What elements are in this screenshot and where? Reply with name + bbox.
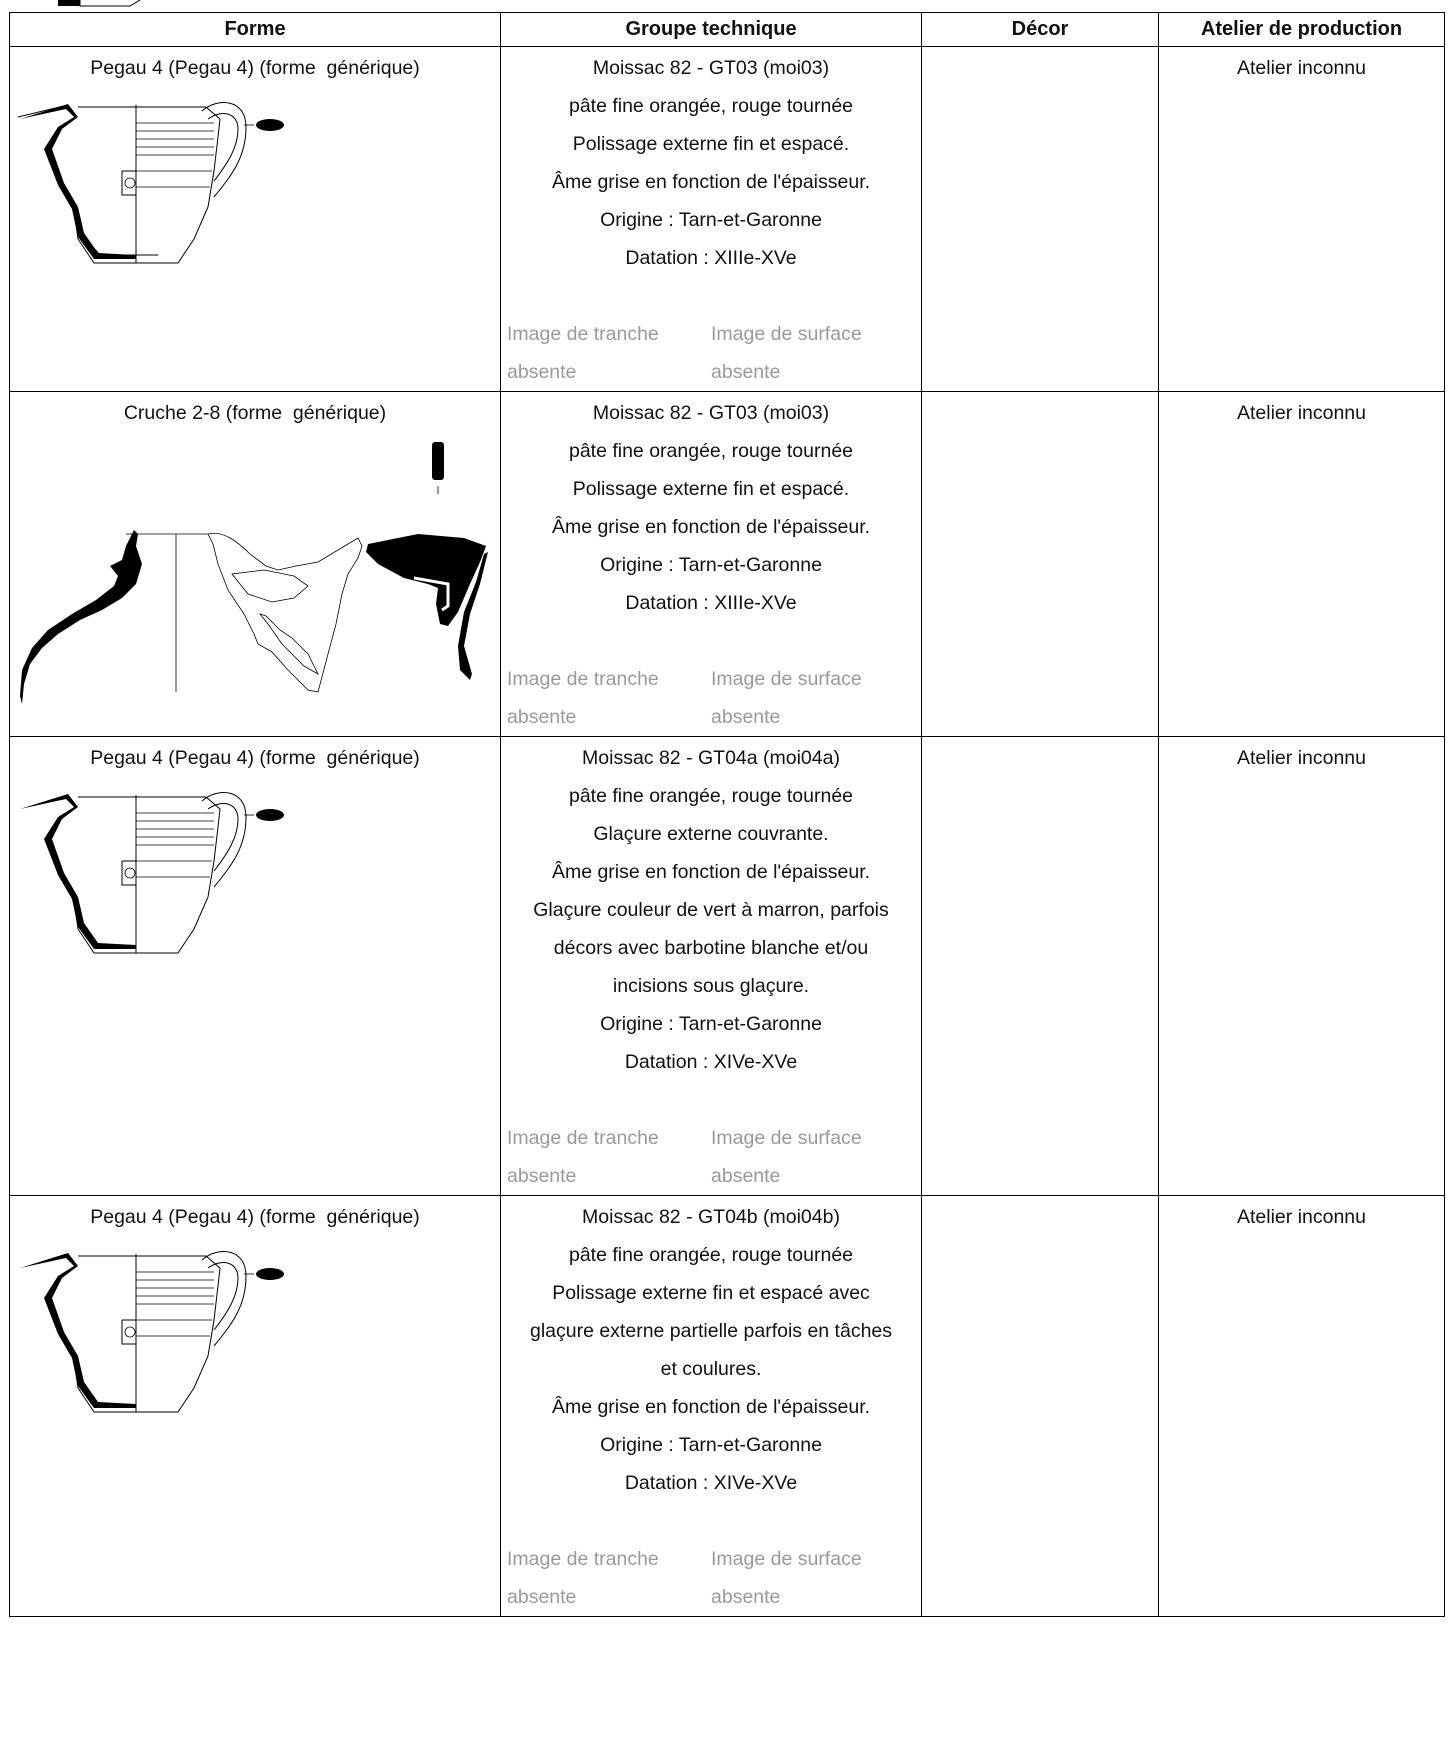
groupe-line: pâte fine orangée, rouge tournée (568, 1244, 854, 1266)
groupe-line: Origine : Tarn-et-Garonne (600, 554, 822, 576)
groupe-line: Datation : XIIIe-XVe (625, 247, 797, 269)
image-surface-absente: Image de surface absente (711, 323, 862, 383)
groupe-line: pâte fine orangée, rouge tournée (568, 440, 854, 462)
image-tranche-absente: Image de tranche absente (507, 1127, 659, 1187)
table-row (10, 1196, 1445, 1617)
header-groupe-technique: Groupe technique (501, 13, 922, 47)
groupe-technique-cell (501, 392, 922, 737)
header-atelier: Atelier de production (1159, 13, 1445, 47)
atelier-cell (1159, 392, 1445, 737)
atelier-label: Atelier inconnu (1237, 402, 1366, 424)
image-tranche-absente: Image de tranche absente (507, 323, 659, 383)
table-row (10, 737, 1445, 1196)
previous-drawing-fragment-icon (30, 0, 140, 8)
groupe-line: Moissac 82 - GT04a (moi04a) (582, 747, 840, 769)
groupe-line: Origine : Tarn-et-Garonne (600, 1434, 822, 1456)
groupe-line: Âme grise en fonction de l'épaisseur. (551, 1396, 871, 1418)
atelier-label: Atelier inconnu (1237, 747, 1366, 769)
forme-cell (10, 1196, 501, 1617)
image-surface-absente: Image de surface absente (711, 668, 862, 728)
groupe-line: Polissage externe fin et espacé. (572, 133, 850, 155)
groupe-line: Moissac 82 - GT03 (moi03) (592, 402, 830, 424)
groupe-line: incisions sous glaçure. (612, 975, 810, 997)
pegau-jug-profile-drawing-icon (18, 1236, 318, 1426)
decor-cell (922, 1196, 1159, 1617)
image-surface-absente: Image de surface absente (711, 1127, 862, 1187)
groupe-line: Origine : Tarn-et-Garonne (600, 1013, 822, 1035)
atelier-label: Atelier inconnu (1237, 1206, 1366, 1228)
header-forme: Forme (10, 13, 501, 47)
groupe-technique-cell (501, 47, 922, 392)
groupe-line: et coulures. (660, 1358, 762, 1380)
cruche-profile-drawing-icon (18, 434, 558, 722)
groupe-line: décors avec barbotine blanche et/ou (553, 937, 869, 959)
decor-cell (922, 737, 1159, 1196)
groupe-line: Datation : XIVe-XVe (624, 1051, 798, 1073)
image-tranche-absente: Image de tranche absente (507, 668, 659, 728)
decor-cell (922, 392, 1159, 737)
forme-label: Pegau 4 (Pegau 4) (forme générique) (90, 57, 420, 79)
image-surface-absente: Image de surface absente (711, 1548, 862, 1608)
forme-label: Cruche 2-8 (forme générique) (123, 402, 387, 424)
groupe-line: Polissage externe fin et espacé avec (552, 1282, 870, 1304)
groupe-technique-cell (501, 737, 922, 1196)
groupe-line: Datation : XIVe-XVe (624, 1472, 798, 1494)
groupe-line: Âme grise en fonction de l'épaisseur. (551, 861, 871, 883)
groupe-line: Origine : Tarn-et-Garonne (600, 209, 822, 231)
forme-cell (10, 392, 501, 737)
atelier-cell (1159, 47, 1445, 392)
groupe-line: glaçure externe partielle parfois en tâches (529, 1320, 893, 1342)
groupe-line: Âme grise en fonction de l'épaisseur. (551, 516, 871, 538)
image-tranche-absente: Image de tranche absente (507, 1548, 659, 1608)
atelier-cell (1159, 1196, 1445, 1617)
groupe-line: Moissac 82 - GT04b (moi04b) (582, 1206, 840, 1228)
atelier-label: Atelier inconnu (1237, 57, 1366, 79)
table-row (10, 47, 1445, 392)
pegau-jug-profile-drawing-icon (18, 777, 318, 967)
pegau-jug-profile-drawing-icon (18, 87, 318, 277)
forme-label: Pegau 4 (Pegau 4) (forme générique) (90, 1206, 420, 1228)
groupe-line: Âme grise en fonction de l'épaisseur. (551, 171, 871, 193)
groupe-line: pâte fine orangée, rouge tournée (568, 95, 854, 117)
groupe-line: Datation : XIIIe-XVe (625, 592, 797, 614)
table-row (10, 392, 1445, 737)
table-header-row (10, 13, 1445, 47)
groupe-line: Glaçure externe couvrante. (593, 823, 829, 845)
forme-cell (10, 47, 501, 392)
atelier-cell (1159, 737, 1445, 1196)
catalogue-table (9, 12, 1445, 1617)
header-decor: Décor (922, 13, 1159, 47)
groupe-line: pâte fine orangée, rouge tournée (568, 785, 854, 807)
forme-label: Pegau 4 (Pegau 4) (forme générique) (90, 747, 420, 769)
groupe-line: Polissage externe fin et espacé. (572, 478, 850, 500)
decor-cell (922, 47, 1159, 392)
groupe-line: Glaçure couleur de vert à marron, parfois (533, 899, 889, 921)
groupe-line: Moissac 82 - GT03 (moi03) (592, 57, 830, 79)
groupe-technique-cell (501, 1196, 922, 1617)
forme-cell (10, 737, 501, 1196)
